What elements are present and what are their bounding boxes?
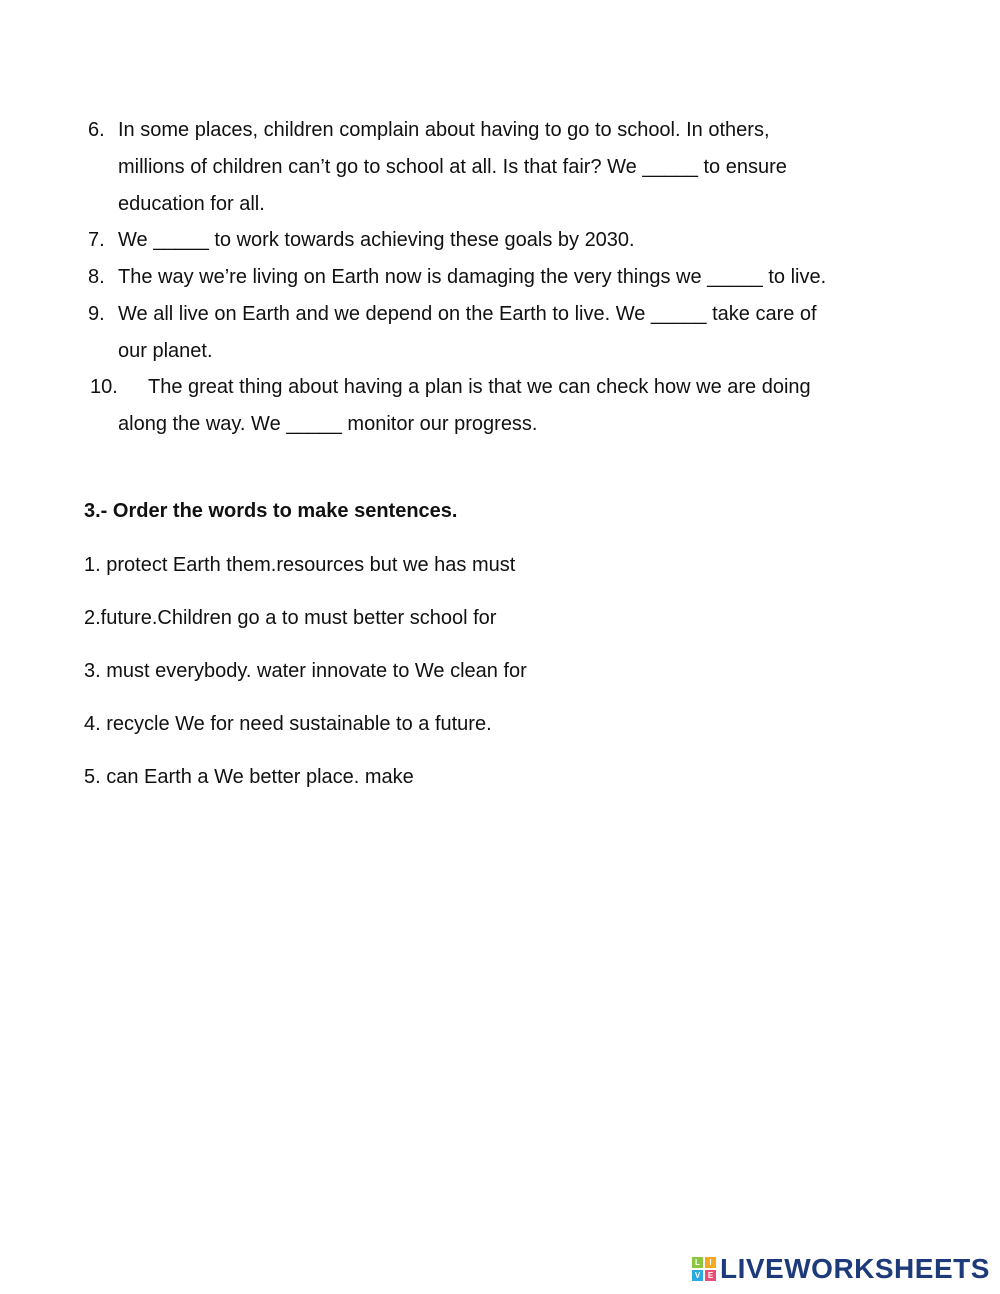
item-text-line: In some places, children complain about having to go to school. In others, [118,119,770,141]
item-text-line: millions of children can’t go to school at all. Is that fair? We _____ to ensure [118,156,787,178]
list-item: 1. protect Earth them.resources but we has must [84,554,516,576]
liveworksheets-logo [692,1254,990,1284]
item-text-line: We _____ to work towards achieving these goals by 2030. [118,229,635,251]
item-text-line: The great thing about having a plan is that we can check how we are doing [148,376,811,398]
item-text-line: We all live on Earth and we depend on the Earth to live. We _____ take care of [118,303,817,325]
logo-icon-cell: E [705,1270,716,1281]
list-item: 4. recycle We for need sustainable to a future. [84,713,492,735]
item-number: 8. [88,266,105,288]
section-heading: 3.- Order the words to make sentences. [84,500,458,522]
logo-icon [692,1257,716,1281]
item-text-line: education for all. [118,193,265,215]
logo-text: LIVEWORKSHEETS [720,1253,990,1284]
item-number: 10. [90,376,118,398]
item-text-line: our planet. [118,340,213,362]
logo-icon-cell: I [705,1257,716,1268]
list-item: 2.future.Children go a to must better school for [84,607,497,629]
item-text-line: along the way. We _____ monitor our progress. [118,413,538,435]
logo-icon-cell: V [692,1270,703,1281]
item-number: 7. [88,229,105,251]
list-item: 5. can Earth a We better place. make [84,766,414,788]
item-number: 6. [88,119,105,141]
item-number: 9. [88,303,105,325]
logo-icon-cell: L [692,1257,703,1268]
list-item: 3. must everybody. water innovate to We clean for [84,660,527,682]
item-text-line: The way we’re living on Earth now is damaging the very things we _____ to live. [118,266,827,288]
